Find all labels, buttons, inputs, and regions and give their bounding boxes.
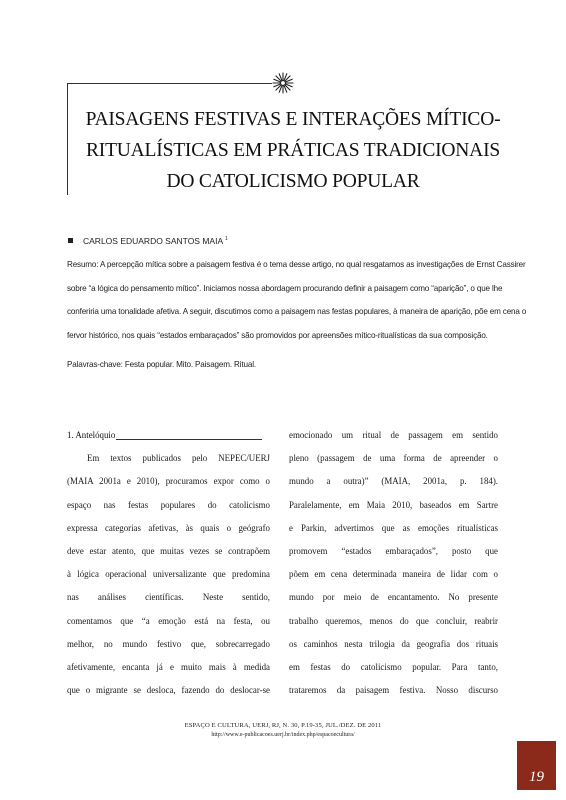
body-line: os caminhos nesta trilogia da geografia dos rituais — [289, 638, 498, 649]
abstract-line: fervor histórico, nos quais “estados embaraçados” são promovidos por apreensões mítico-ritualísticas da sua composição. — [67, 330, 488, 340]
author-line — [68, 236, 228, 246]
body-line: põem em cena determinada maneira de lidar com o — [289, 569, 498, 580]
keywords: Palavras-chave: Festa popular. Mito. Paisagem. Ritual. — [67, 360, 256, 369]
body-line: trabalho queremos, menos do que concluir, reabrir — [289, 615, 498, 626]
body-line: Paralelamente, em Maia 2010, baseados em Sartre — [289, 499, 498, 510]
title-line: DO CATOLICISMO POPULAR — [166, 171, 420, 192]
abstract — [67, 253, 527, 347]
page-number-box — [517, 741, 556, 790]
article-title — [80, 104, 506, 197]
abstract-line: sobre “a lógica do pensamento mítico”. Iniciamos nossa abordagem procurando definir a paisagem como “aparição”, o que lhe — [67, 283, 503, 293]
abstract-line: Resumo: A percepção mítica sobre a paisagem festiva é o tema desse artigo, no qual resgatamos as investigações de Ernst Cassirer — [67, 260, 526, 269]
body-line: e Parkin, advertimos que as emoções ritualísticas — [289, 522, 498, 533]
title-line: RITUALÍSTICAS EM PRÁTICAS TRADICIONAIS — [85, 140, 501, 161]
body-line: pleno (passagem de uma forma de apreender o — [289, 453, 498, 464]
footer-url[interactable]: http://www.e-publicacoes.uerj.br/index.php/espacoecultura/ — [211, 732, 355, 738]
section-heading — [67, 424, 270, 447]
section-heading-text: 1. Antelóquio — [67, 430, 116, 440]
page-number: 19 — [529, 769, 544, 785]
body-line: mundo a outra)” (MAIA, 2001a, p. 184). — [289, 476, 498, 487]
body-line: afetivamente, encanta já e muito mais à medida — [67, 661, 270, 672]
abstract-line: conferiria uma tonalidade afetiva. A seguir, discutimos como a paisagem nas festas populares, à maneira de aparição, põe em cena o — [67, 307, 527, 316]
square-bullet-icon — [68, 238, 73, 243]
body-line: espaço nas festas populares do catolicismo — [67, 499, 270, 510]
body-line: comentamos que “a emoção está na festa, ou — [67, 615, 270, 626]
body-line: deve estar atento, que muitas vezes se contrapõem — [67, 545, 270, 556]
body-line: (MAIA 2001a e 2010), procuramos expor como o — [67, 476, 270, 487]
body-line: trataremos da paisagem festiva. Nosso discurso — [289, 685, 498, 696]
author-name: CARLOS EDUARDO SANTOS MAIA — [83, 236, 223, 246]
body-line: promovem “estados embaraçados”, posto que — [289, 545, 498, 556]
body-line: mundo por meio de encantamento. No presente — [289, 592, 498, 603]
body-line: à lógica operacional universalizante que predomina — [67, 569, 270, 580]
body-line: expressa categorias afetivas, às quais o geógrafo — [67, 522, 270, 533]
right-column — [289, 424, 498, 702]
body-line: melhor, no mundo festivo que, sobrecarregado — [67, 638, 270, 649]
title-line: PAISAGENS FESTIVAS E INTERAÇÕES MÍTICO- — [85, 109, 501, 130]
body-line: nas análises científicas. Neste sentido, — [67, 592, 270, 603]
heading-rule — [116, 439, 262, 440]
author-note-mark: 1 — [225, 236, 228, 243]
frame-left-rule — [67, 83, 68, 195]
left-column — [67, 424, 270, 702]
body-line: que o migrante se desloca, fazendo do deslocar-se — [67, 685, 270, 696]
body-line: emocionado um ritual de passagem em sentido — [289, 430, 498, 440]
body-line: Em textos publicados pelo NEPEC/UERJ — [87, 453, 270, 464]
sun-ornament-icon — [272, 72, 294, 94]
body-line: em festas do catolicismo popular. Para tanto, — [289, 661, 498, 672]
frame-top-rule — [67, 83, 272, 84]
footer-journal-citation: ESPAÇO E CULTURA, UERJ, RJ, N. 30, P.19-35, JUL./DEZ. DE 2011 — [184, 722, 382, 729]
